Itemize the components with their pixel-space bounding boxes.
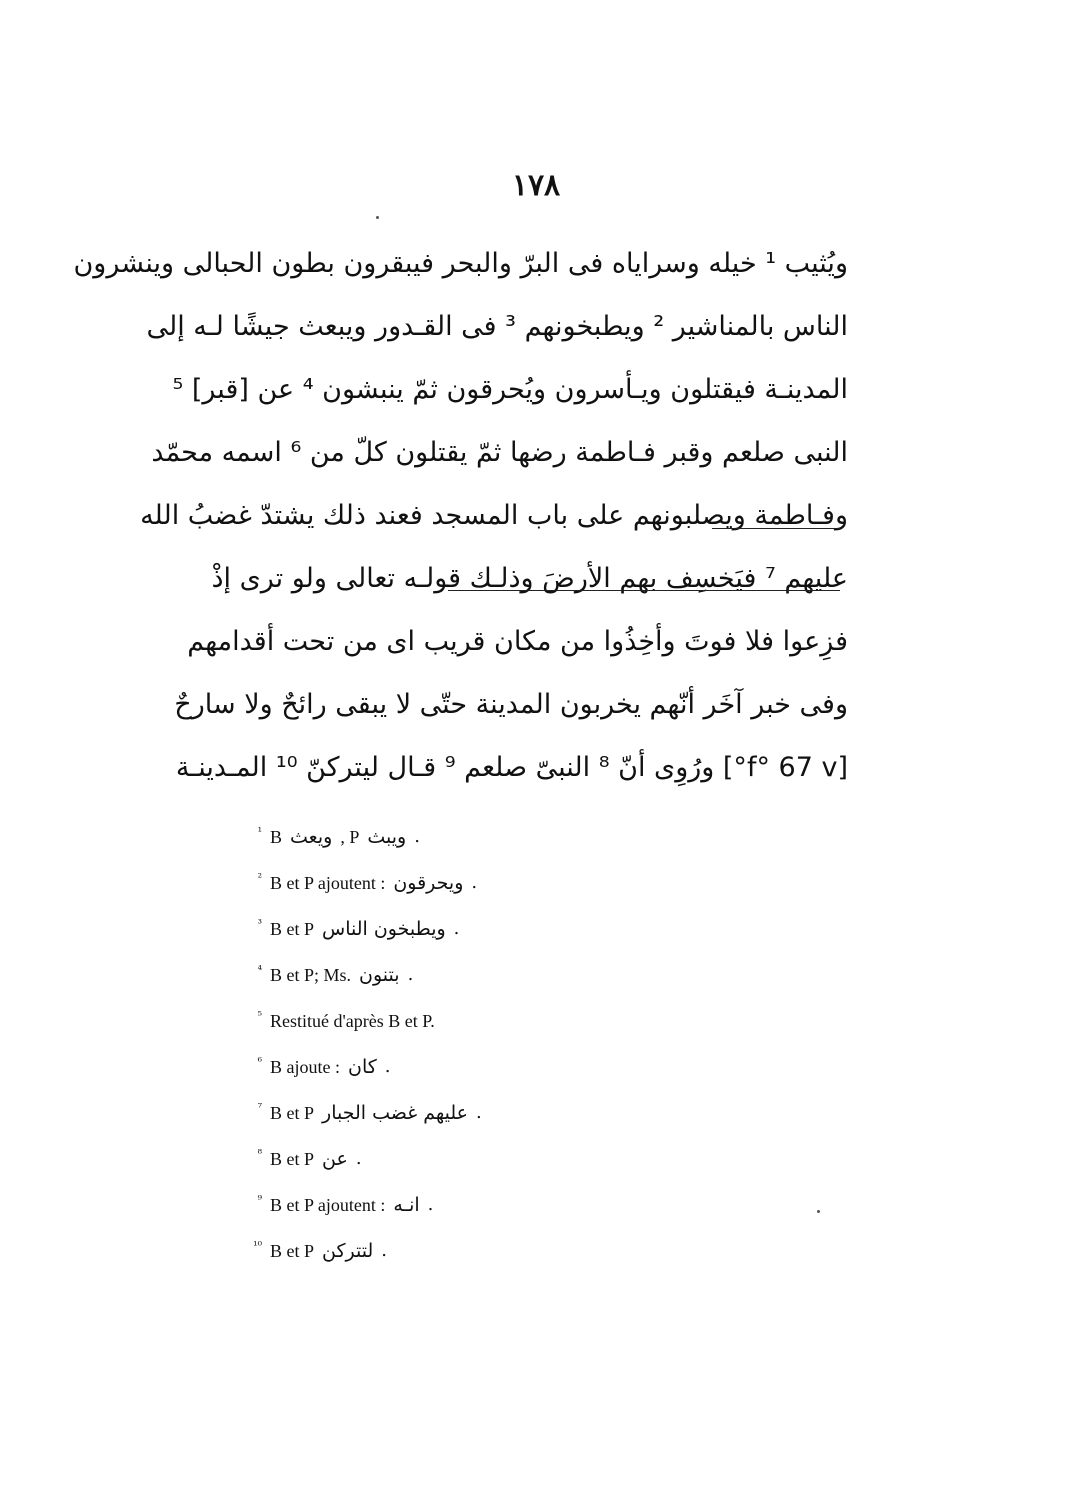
text-line: النبى صلعم وقبر فـاطمة رضها ثمّ يقتلون كلّ من ⁶ اسمه محمّد <box>151 437 848 468</box>
footnote-number: ⁴ <box>257 963 262 976</box>
footnote-label: B et P <box>270 1241 315 1261</box>
footnote-label: B <box>270 827 283 847</box>
footnote-10 <box>240 1228 800 1274</box>
footnote-label: , P <box>340 827 360 847</box>
text-line: وفى خبر آخَر أنّهم يخربون المدينة حتّى لا يبقى رائحٌ ولا سارحٌ <box>174 689 848 720</box>
footnote-number: ⁶ <box>257 1055 262 1068</box>
text-line: [f° 67 v°] ورُوِى أنّ ⁸ النبىّ صلعم ⁹ قـال ليتركنّ ¹⁰ المـدينـة <box>175 752 848 783</box>
footnote-arabic: ويبث <box>367 826 407 848</box>
page-number: ١٧٨ <box>511 168 561 203</box>
footnote-label: B et P <box>270 1103 315 1123</box>
footnote-5 <box>240 998 800 1044</box>
footnote-arabic: ويعث <box>290 826 333 848</box>
footnote-2 <box>240 860 800 906</box>
footnote-end: . <box>471 872 478 893</box>
stray-mark <box>376 216 379 219</box>
footnote-label: B et P <box>270 919 315 939</box>
footnote-end: . <box>414 826 420 847</box>
footnote-arabic: كان <box>348 1056 377 1078</box>
footnote-9 <box>240 1182 800 1228</box>
text-line: المدينـة فيقتلون ويـأسرون ويُحرقون ثمّ ينبشون ⁴ عن [قبر] ⁵ <box>172 374 848 405</box>
underline-mark <box>712 528 840 529</box>
footnote-end: . <box>384 1056 391 1077</box>
footnote-number: ¹⁰ <box>253 1239 262 1252</box>
footnote-1 <box>240 814 800 860</box>
footnote-arabic: ويحرقون <box>393 872 464 894</box>
footnote-end: . <box>453 918 460 939</box>
text-line: عليهم ⁷ فيَخسِف بهم الأرضَ وذلـك قولـه تعالى ولو ترى إذْ <box>211 563 848 594</box>
footnote-arabic: ويطبخون الناس <box>322 918 446 940</box>
footnote-label: B et P ajoutent : <box>270 1195 386 1215</box>
footnote-4 <box>240 952 800 998</box>
text-line: فزِعوا فلا فوتَ وأخِذُوا من مكان قريب اى من تحت أقدامهم <box>187 626 848 657</box>
footnote-label: B et P; Ms. <box>270 965 352 985</box>
stray-mark <box>817 1210 820 1213</box>
footnote-label: Restitué d'après B et P. <box>270 1011 435 1031</box>
text-line: وفـاطمة ويصلبونهم على باب المسجد فعند ذلك يشتدّ غضبُ الله <box>140 500 848 531</box>
footnotes <box>240 814 800 1274</box>
footnote-number: ⁵ <box>257 1009 262 1022</box>
footnote-number: ² <box>257 871 262 884</box>
footnote-number: ⁸ <box>257 1147 262 1160</box>
footnote-number: ⁷ <box>257 1101 262 1114</box>
footnote-end: . <box>427 1194 434 1215</box>
footnote-7 <box>240 1090 800 1136</box>
footnote-end: . <box>407 964 414 985</box>
footnote-arabic: عن <box>322 1148 348 1170</box>
footnote-3 <box>240 906 800 952</box>
main-text <box>73 232 848 799</box>
footnote-end: . <box>475 1102 482 1123</box>
footnote-arabic: انـه <box>393 1194 420 1216</box>
footnote-number: ⁹ <box>257 1193 262 1206</box>
footnote-number: ¹ <box>257 825 262 838</box>
footnote-number: ³ <box>257 917 262 930</box>
footnote-end: . <box>381 1240 387 1261</box>
footnote-label: B et P ajoutent : <box>270 873 386 893</box>
text-line: ويُثيب ¹ خيله وسراياه فى البرّ والبحر فيبقرون بطون الحبالى وينشرون <box>73 248 848 279</box>
footnote-label: B et P <box>270 1149 315 1169</box>
footnote-end: . <box>355 1148 362 1169</box>
footnote-label: B ajoute : <box>270 1057 340 1077</box>
footnote-arabic: لتتركن <box>322 1240 374 1262</box>
footnote-arabic: عليهم غضب الجبار <box>322 1102 468 1124</box>
footnote-6 <box>240 1044 800 1090</box>
footnote-8 <box>240 1136 800 1182</box>
text-line: الناس بالمناشير ² ويطبخونهم ³ فى القـدور ويبعث جيشًا لـه إلى <box>146 311 848 342</box>
footnote-arabic: بتنون <box>359 964 400 986</box>
underline-mark <box>448 590 840 591</box>
